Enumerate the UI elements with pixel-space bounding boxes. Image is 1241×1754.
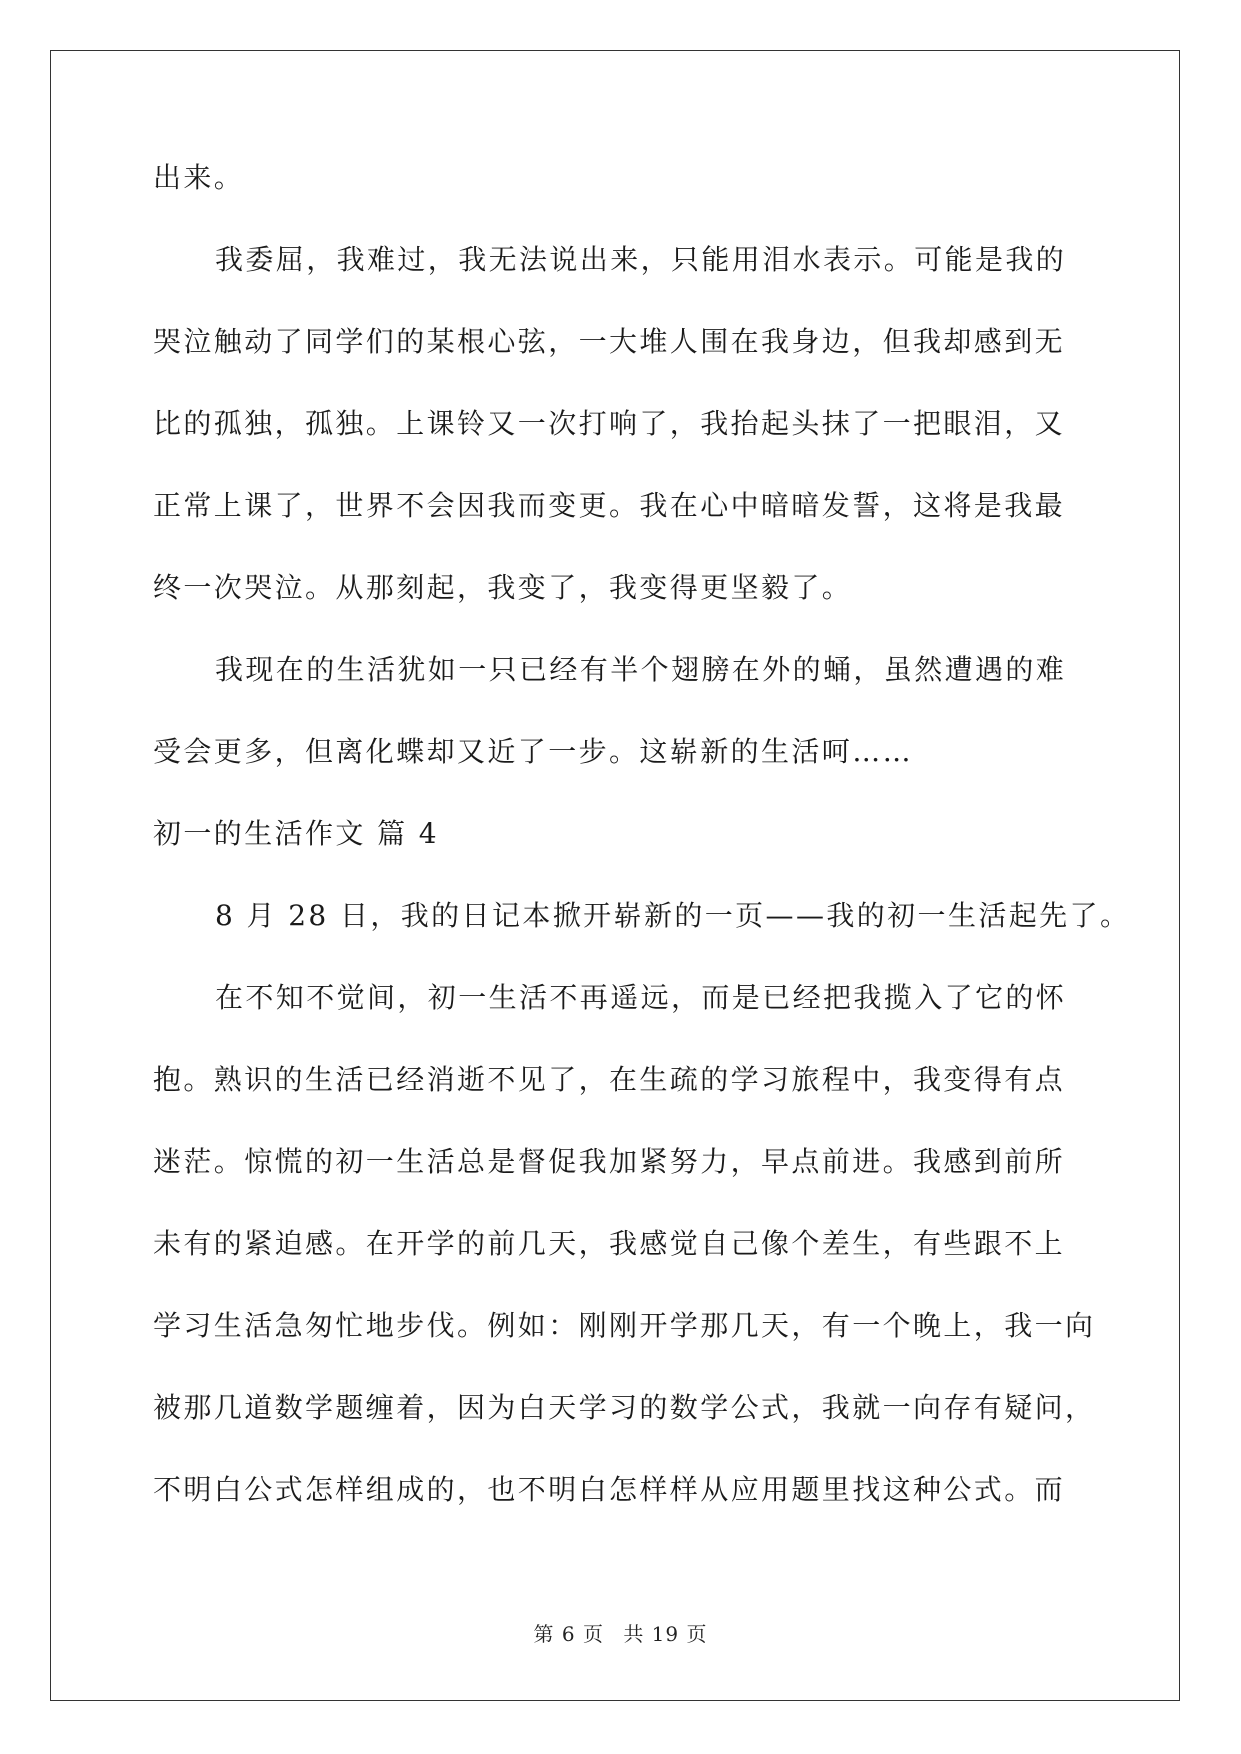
text-line: 学习生活急匆忙地步伐。例如：刚刚开学那几天，有一个晚上，我一向 — [153, 1309, 1096, 1342]
text-line: 未有的紧迫感。在开学的前几天，我感觉自己像个差生，有些跟不上 — [153, 1227, 1066, 1260]
text-line: 正常上课了，世界不会因我而变更。我在心中暗暗发誓，这将是我最 — [153, 489, 1066, 522]
paragraph-start-line: 我现在的生活犹如一只已经有半个翅膀在外的蛹，虽然遭遇的难 — [215, 653, 1067, 686]
text-line: 不明白公式怎样组成的，也不明白怎样样从应用题里找这种公式。而 — [153, 1473, 1066, 1506]
document-body — [153, 160, 1131, 1508]
paragraph-start-line: 8 月 28 日，我的日记本掀开崭新的一页——我的初一生活起先了。 — [215, 899, 1131, 932]
text-line: 受会更多，但离化蝶却又近了一步。这崭新的生活呵…… — [153, 735, 914, 768]
total-page-count: 共 19 页 — [623, 1622, 708, 1646]
text-line: 出来。 — [153, 161, 245, 194]
text-line: 抱。熟识的生活已经消逝不见了，在生疏的学习旅程中，我变得有点 — [153, 1063, 1066, 1096]
text-line: 哭泣触动了同学们的某根心弦，一大堆人围在我身边，但我却感到无 — [153, 325, 1066, 358]
text-line: 终一次哭泣。从那刻起，我变了，我变得更坚毅了。 — [153, 571, 853, 604]
paragraph-start-line: 我委屈，我难过，我无法说出来，只能用泪水表示。可能是我的 — [215, 243, 1067, 276]
page-footer — [0, 1622, 1241, 1646]
text-line: 比的孤独，孤独。上课铃又一次打响了，我抬起头抹了一把眼泪，又 — [153, 407, 1066, 440]
current-page-number: 第 6 页 — [533, 1622, 604, 1646]
section-heading: 初一的生活作文 篇 4 — [153, 817, 440, 850]
text-line: 迷茫。惊慌的初一生活总是督促我加紧努力，早点前进。我感到前所 — [153, 1145, 1066, 1178]
paragraph-start-line: 在不知不觉间，初一生活不再遥远，而是已经把我揽入了它的怀 — [215, 981, 1067, 1014]
text-line: 被那几道数学题缠着，因为白天学习的数学公式，我就一向存有疑问， — [153, 1391, 1096, 1424]
